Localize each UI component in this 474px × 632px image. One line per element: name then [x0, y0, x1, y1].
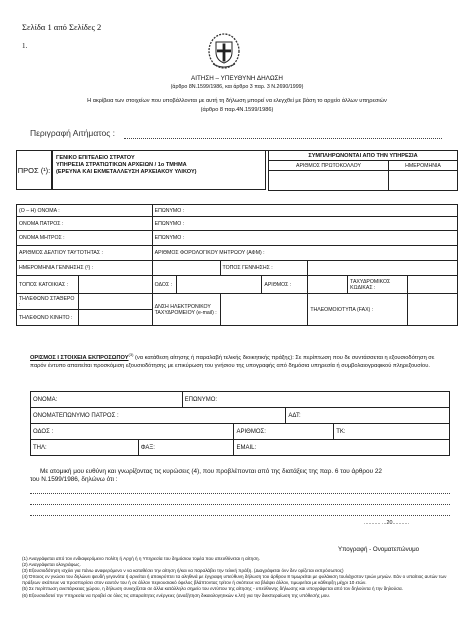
tax-number-label: ΑΡΙΘΜΟΣ ΦΟΡΟΛΟΓΙΚΟΥ ΜΗΤΡΩΟΥ (ΑΦΜ) :: [152, 246, 457, 261]
form-title: ΑΙΤΗΣΗ – ΥΠΕΥΘΥΝΗ ΔΗΛΩΣΗ: [191, 75, 283, 82]
page-number: 1.: [22, 42, 28, 50]
footnote-2: (2) Αναγράφεται ολογράφως.: [22, 562, 81, 568]
declaration-field-3[interactable]: [30, 515, 450, 516]
postal-code-field[interactable]: [408, 276, 458, 294]
proxy-tk-label: ΤΚ:: [334, 424, 450, 440]
personal-data-table: [16, 204, 458, 326]
declaration-field-2[interactable]: [30, 504, 450, 505]
proxy-name-label: ΟΝΟΜΑ:: [31, 392, 183, 408]
declaration-line-2: του Ν.1599/1986, δηλώνω ότι :: [30, 476, 118, 483]
phone-field[interactable]: [78, 294, 152, 310]
proxy-surname-label: ΕΠΩΝΥΜΟ:: [182, 392, 449, 408]
footnote-4: (4) Όποιος εν γνώσει του δηλώνει ψευδή γεγονότα ή αρνείται ή αποκρύπτει τα αληθινά με έγγραφη υπεύθυνη δήλωση του άρθρου 8 τιμωρείται με φυλάκιση τουλάχιστον τριών μηνών. Εάν ο υπαίτιος αυτών των πράξεων σκόπευε να προσπορίσει στον εαυτόν του ή σε άλλον περιουσιακό όφελος βλάπτοντας τρίτον ή σκόπευε να βλάψει άλλον, τιμωρείται με κάθειρξη μέχρι 10 ετών.: [22, 574, 447, 586]
recipient-line-1: ΓΕΝΙΚΟ ΕΠΙΤΕΛΕΙΟ ΣΤΡΑΤΟΥ: [56, 155, 135, 161]
proxy-father-label: ΟΝΟΜΑΤΕΠΩΝΥΜΟ ΠΑΤΡΟΣ :: [31, 408, 286, 424]
father-name-label: ΟΝΟΜΑ ΠΑΤΡΟΣ :: [17, 217, 153, 231]
proxy-title: ΟΡΙΣΜΟΣ Ι ΣΤΟΙΧΕΙΑ ΕΚΠΡΟΣΩΠΟΥ: [30, 354, 129, 361]
request-description-label: Περιγραφή Αιτήματος :: [30, 128, 116, 138]
proxy-number-label: ΑΡΙΘΜΟΣ:: [234, 424, 334, 440]
service-use-table: [268, 150, 458, 191]
fax-label: ΤΗΛΕΟΜΟΙΟΤΥΠΑ (FAX) :: [308, 294, 408, 326]
protocol-number-field[interactable]: [269, 171, 389, 191]
street-number-label: ΑΡΙΘΜΟΣ :: [262, 276, 308, 294]
footnote-6: (6) Εξουσιοδοτεί την Υπηρεσία να προβεί σε όλες τις απαραίτητες ενέργειες (αναζήτηση δικαιολογητικών κ.λπ) για την διεκπεραίωση της υπόθεσής μου.: [22, 592, 331, 598]
street-field[interactable]: [176, 276, 262, 294]
mobile-field[interactable]: [78, 310, 152, 326]
proxy-adt-label: ΑΔΤ:: [286, 408, 450, 424]
postal-code-label: ΤΑΧΥΔΡΟΜΙΚΟΣ ΚΩΔΙΚΑΣ :: [348, 276, 408, 294]
page-counter: Σελίδα 1 από Σελίδες 2: [22, 22, 102, 32]
proxy-street-label: ΟΔΟΣ :: [31, 424, 234, 440]
proxy-email-label: EMAIL:: [234, 440, 450, 456]
residence-field[interactable]: [78, 276, 152, 294]
recipient-box: [52, 150, 266, 190]
accuracy-note: Η ακρίβεια των στοιχείων που υποβάλλονται με αυτή τη δήλωση μπορεί να ελεγχθεί με βάση το αρχείο άλλων υπηρεσιών: [87, 98, 387, 104]
proxy-fax-label: ΦΑΞ:: [138, 440, 234, 456]
recipient-label: ΠΡΟΣ (¹):: [16, 150, 52, 190]
emblem-icon: [207, 30, 241, 70]
birth-place-field[interactable]: [308, 261, 458, 276]
residence-label: ΤΟΠΟΣ ΚΑΤΟΙΚΙΑΣ :: [17, 276, 79, 294]
footnote-3: (3) Εξουσιοδότηση ισχύει για πάνω αναφερόμενο ν να καταθέσει την αίτηση ή/και να παραλάβει την τελική πράξη. (Διαγράφεται όνν δεν ορίζεται εκπρόσωπος): [22, 568, 344, 574]
id-number-label: ΑΡΙΘΜΟΣ ΔΕΛΤΙΟΥ ΤΑΥΤΟΤΗΤΑΣ :: [17, 246, 153, 261]
footnotes: [22, 556, 458, 599]
email-field[interactable]: [220, 294, 308, 326]
footnote-5: (5) Σε περίπτωση ανεπάρκειας χώρου, η δήλωση συνεχίζεται σε άλλα κατάλληλο σημείο του εντύπου της αίτησης - υπεύθυνης δήλωσης και υπογράφεται από τον δηλούντα ή την δηλούσα.: [22, 586, 403, 592]
date-line[interactable]: ........... ...20...........: [364, 520, 409, 526]
recipient-line-3: (ΕΡΕΥΝΑ ΚΑΙ ΕΚΜΕΤΑΛΛΕΥΣΗ ΑΡΧΕΙΑΚΟΥ ΥΛΙΚΟΥ): [56, 169, 197, 176]
footnote-1: (1) Αναγράφεται από τον ενδιαφερόμενο πολίτη ή Αρχή ή η Υπηρεσία του δημόσιου τομέα που απευθύνεται η αίτηση.: [22, 556, 260, 561]
proxy-phone-label: ΤΗΛ:: [31, 440, 139, 456]
request-description-field[interactable]: [124, 138, 442, 139]
proxy-title-note: (3): [128, 352, 134, 357]
phone-label: ΤΗΛΕΦΩΝΟ ΣΤΑΘΕΡΟ :: [17, 294, 79, 310]
declaration-field-1[interactable]: [30, 493, 450, 494]
protocol-number-label: ΑΡΙΘΜΟΣ ΠΡΩΤΟΚΟΛΛΟΥ: [269, 161, 389, 171]
proxy-section: [30, 351, 450, 370]
proxy-text: (να κατάθεση αίτησης ή παραλαβή τελικής διοικητικής πράξης): Σε περίπτωση που δε συντάσσεται η εξουσιοδότηση σε παρόν έντυπο απαιτείται προσκόμιση εξουσιοδότησης με επικύρωση του γνήσιου της υπογραφής από δημόσια υπηρεσία ή συμβολαιογραφικού πληρεξουσίου.: [30, 354, 435, 369]
father-surname-label: ΕΠΩΝΥΜΟ :: [152, 217, 457, 231]
street-label: ΟΔΟΣ :: [152, 276, 176, 294]
declaration-line-1: Με ατομική μου ευθύνη και γνωρίζοντας τις κυρώσεις (4), που προβλέπονται από της διατάξεις της παρ. 6 του άρθρου 22: [40, 468, 382, 475]
proxy-table: [30, 391, 450, 456]
birth-date-label: ΗΜΕΡΟΜΗΝΙΑ ΓΕΝΝΗΣΗΣ (²) :: [17, 261, 153, 276]
mobile-label: ΤΗΛΕΦΩΝΟ ΚΙΝΗΤΟ :: [17, 310, 79, 326]
email-label: ΔΝΣΗ ΗΛΕΚΤΡΟΝΙΚΟΥ ΤΑΧΥΔΡΟΜΕΙΟΥ (e-mail) :: [152, 294, 220, 326]
service-date-label: ΗΜΕΡΟΜΗΝΙΑ: [389, 161, 458, 171]
service-header: ΣΥΜΠΛΗΡΩΝΟΝΤΑΙ ΑΠΟ ΤΗΝ ΥΠΗΡΕΣΙΑ: [269, 151, 458, 161]
name-label: (Ο – Η) ΟΝΟΜΑ :: [17, 205, 153, 217]
birth-date-field[interactable]: [152, 261, 220, 276]
signature-label: Υπογραφή - Ονοματεπώνυμο: [338, 546, 420, 553]
birth-place-label: ΤΟΠΟΣ ΓΕΝΝΗΣΗΣ :: [220, 261, 308, 276]
mother-name-label: ΟΝΟΜΑ ΜΗΤΡΟΣ :: [17, 231, 153, 246]
law-reference: (άρθρο 8Ν.1599/1986, και άρθρο 3 παρ. 3 Ν.2690/1999): [170, 84, 304, 90]
accuracy-reference: (άρθρο 8 παρ.4Ν.1599/1986): [200, 107, 274, 113]
service-date-field[interactable]: [389, 171, 458, 191]
fax-field[interactable]: [408, 294, 458, 326]
recipient-line-2: ΥΠΗΡΕΣΙΑ ΣΤΡΑΤΙΩΤΙΚΩΝ ΑΡΧΕΙΩΝ / 1ο ΤΜΗΜΑ: [56, 162, 187, 169]
mother-surname-label: ΕΠΩΝΥΜΟ :: [152, 231, 457, 246]
street-number-field[interactable]: [308, 276, 348, 294]
surname-label: ΕΠΩΝΥΜΟ :: [152, 205, 457, 217]
